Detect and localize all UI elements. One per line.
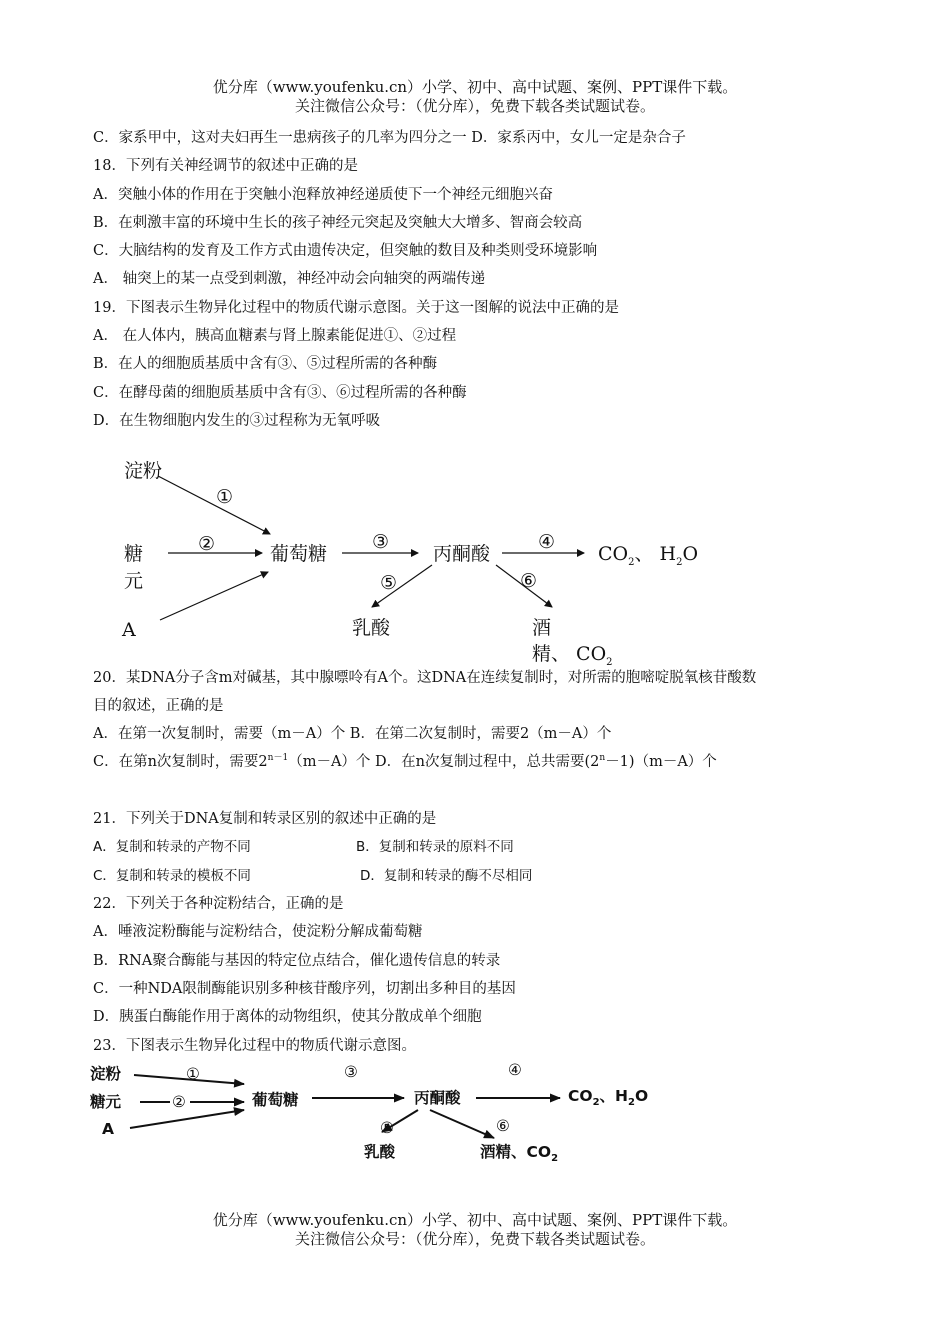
d2-alcohol-co2: [480, 1142, 559, 1165]
d1-glycogen-1: 糖: [124, 543, 144, 565]
watermark-footer-line2: 关注微信公众号：（优分库），免费下载各类试题试卷。: [294, 1230, 655, 1248]
d2-h-text: 、H: [599, 1087, 629, 1105]
d2-a: A: [102, 1120, 114, 1138]
d1-h2-sub: 2: [676, 556, 683, 568]
d2-step-5: ⑤: [380, 1119, 394, 1137]
d1-starch: 淀粉: [124, 460, 163, 482]
q20-d-text: （m－A）个 D．在n次复制过程中，总共需要(2: [288, 754, 600, 770]
q20-stem-line1: 20．某DNA分子含m对碱基，其中腺嘌呤有A个。这DNA在连续复制时，对所需的胞嘧啶脱氧核苷酸数: [93, 670, 757, 686]
q20-c-text: C．在第n次复制时，需要2: [93, 754, 268, 770]
q19-option-b: B．在人的细胞质基质中含有③、⑤过程所需的各种酶: [93, 356, 438, 372]
d2-step-2: ②: [172, 1093, 186, 1111]
q22-stem: 22．下列关于各种淀粉结合，正确的是: [93, 896, 344, 912]
d2-alcohol-sub: 2: [551, 1153, 559, 1165]
d1-lactic-acid: 乳酸: [352, 617, 391, 639]
arrow-a-glucose: [160, 572, 268, 620]
d2-co2-sub: 2: [592, 1097, 600, 1109]
q21-option-b: B．复制和转录的原料不同: [356, 839, 514, 855]
q21-stem: 21．下列关于DNA复制和转录区别的叙述中正确的是: [93, 811, 437, 827]
d2-arrow-a-glucose: [130, 1110, 244, 1128]
d1-step-3: ③: [372, 531, 390, 553]
d1-co2-sub: 2: [628, 556, 635, 568]
d1-step-4: ④: [538, 531, 556, 553]
d2-alcohol-text: 酒精、CO: [480, 1143, 552, 1161]
q19-option-a: A． 在人体内，胰高血糖素与肾上腺素能促进①、②过程: [93, 328, 457, 344]
d2-h2-sub: 2: [628, 1097, 635, 1109]
d2-step-6: ⑥: [496, 1117, 510, 1135]
q22-option-c: C．一种NDA限制酶能识别多种核苷酸序列，切割出多种目的基因: [93, 981, 516, 997]
d1-alcohol-co2-text: 精、 CO: [532, 643, 607, 665]
q22-option-a: A．唾液淀粉酶能与淀粉结合，使淀粉分解成葡萄糖: [93, 924, 423, 940]
d1-glycogen-2: 元: [124, 570, 144, 592]
q20-options-cd: [93, 752, 717, 772]
q20-d-tail: －1)（m－A）个: [605, 754, 717, 770]
q20-options-ab: A．在第一次复制时，需要（m－A）个 B．在第二次复制时，需要2（m－A）个: [93, 726, 612, 742]
q22-option-b: B．RNA聚合酶能与基因的特定位点结合，催化遗传信息的转录: [93, 953, 501, 969]
d1-glucose: 葡萄糖: [270, 543, 328, 565]
d2-glycogen: 糖元: [90, 1093, 122, 1111]
watermark-header-line2: 关注微信公众号：（优分库），免费下载各类试题试卷。: [294, 97, 655, 115]
d1-a: A: [122, 619, 136, 641]
q18-option-a: A．突触小体的作用在于突触小泡释放神经递质使下一个神经元细胞兴奋: [93, 187, 553, 203]
d1-step-2: ②: [198, 533, 216, 555]
d1-step-1: ①: [216, 486, 234, 508]
d2-co2-h2o: [568, 1086, 649, 1109]
d1-pyruvate: 丙酮酸: [433, 543, 491, 565]
q21-option-c: C．复制和转录的模板不同: [93, 868, 251, 884]
q23-stem: 23．下图表示生物异化过程中的物质代谢示意图。: [93, 1038, 416, 1054]
q19-option-d: D．在生物细胞内发生的③过程称为无氧呼吸: [93, 413, 381, 429]
q20-d-exponent: n: [599, 753, 606, 763]
q18-stem: 18．下列有关神经调节的叙述中正确的是: [93, 158, 358, 174]
q21-option-d: D．复制和转录的酶不尽相同: [360, 868, 533, 884]
d2-step-4: ④: [508, 1061, 522, 1079]
d1-co2-text: CO: [598, 543, 629, 565]
d2-starch: 淀粉: [90, 1065, 122, 1083]
d1-alcohol-2: [532, 643, 613, 668]
d1-alcohol-1: 酒: [532, 617, 552, 639]
d2-o-text: O: [634, 1087, 649, 1105]
watermark-header-line1: 优分库（www.youfenku.cn）小学、初中、高中试题、案例、PPT课件下载。: [212, 78, 738, 96]
q20-c-exponent: n－1: [267, 753, 289, 763]
d1-h-text: 、 H: [634, 543, 677, 565]
d2-glucose: 葡萄糖: [252, 1091, 299, 1109]
d2-pyruvate: 丙酮酸: [414, 1089, 461, 1107]
q21-option-a: A．复制和转录的产物不同: [93, 839, 251, 855]
q22-option-d: D．胰蛋白酶能作用于离体的动物组织，使其分散成单个细胞: [93, 1009, 482, 1025]
d1-step-5: ⑤: [380, 572, 398, 594]
d1-co2-h2o: [598, 543, 699, 568]
q17-option-c: C．家系甲中，这对夫妇再生一患病孩子的几率为四分之一 D．家系丙中，女儿一定是杂合子: [93, 130, 686, 146]
q18-option-b: B．在刺激丰富的环境中生长的孩子神经元突起及突触大大增多、智商会较高: [93, 215, 583, 231]
d1-alcohol-co2-sub: 2: [606, 656, 613, 668]
d2-step-3: ③: [344, 1063, 358, 1081]
q20-stem-line2: 目的叙述，正确的是: [93, 698, 224, 714]
q19-stem: 19．下图表示生物异化过程中的物质代谢示意图。关于这一图解的说法中正确的是: [93, 300, 619, 316]
arrow-starch-glucose: [158, 476, 270, 534]
d2-co2-text: CO: [568, 1087, 593, 1105]
d2-arrow-pyruvate-alcohol: [430, 1110, 494, 1138]
watermark-footer-line1: 优分库（www.youfenku.cn）小学、初中、高中试题、案例、PPT课件下载。: [212, 1211, 738, 1229]
d2-step-1: ①: [186, 1065, 200, 1083]
d1-o-text: O: [682, 543, 699, 565]
q18-option-d: A． 轴突上的某一点受到刺激，神经冲动会向轴突的两端传递: [93, 271, 486, 287]
d1-step-6: ⑥: [520, 570, 538, 592]
d2-lactic-acid: 乳酸: [364, 1143, 396, 1161]
q19-option-c: C．在酵母菌的细胞质基质中含有③、⑥过程所需的各种酶: [93, 385, 467, 401]
q18-option-c: C．大脑结构的发育及工作方式由遗传决定，但突触的数目及种类则受环境影响: [93, 243, 598, 259]
